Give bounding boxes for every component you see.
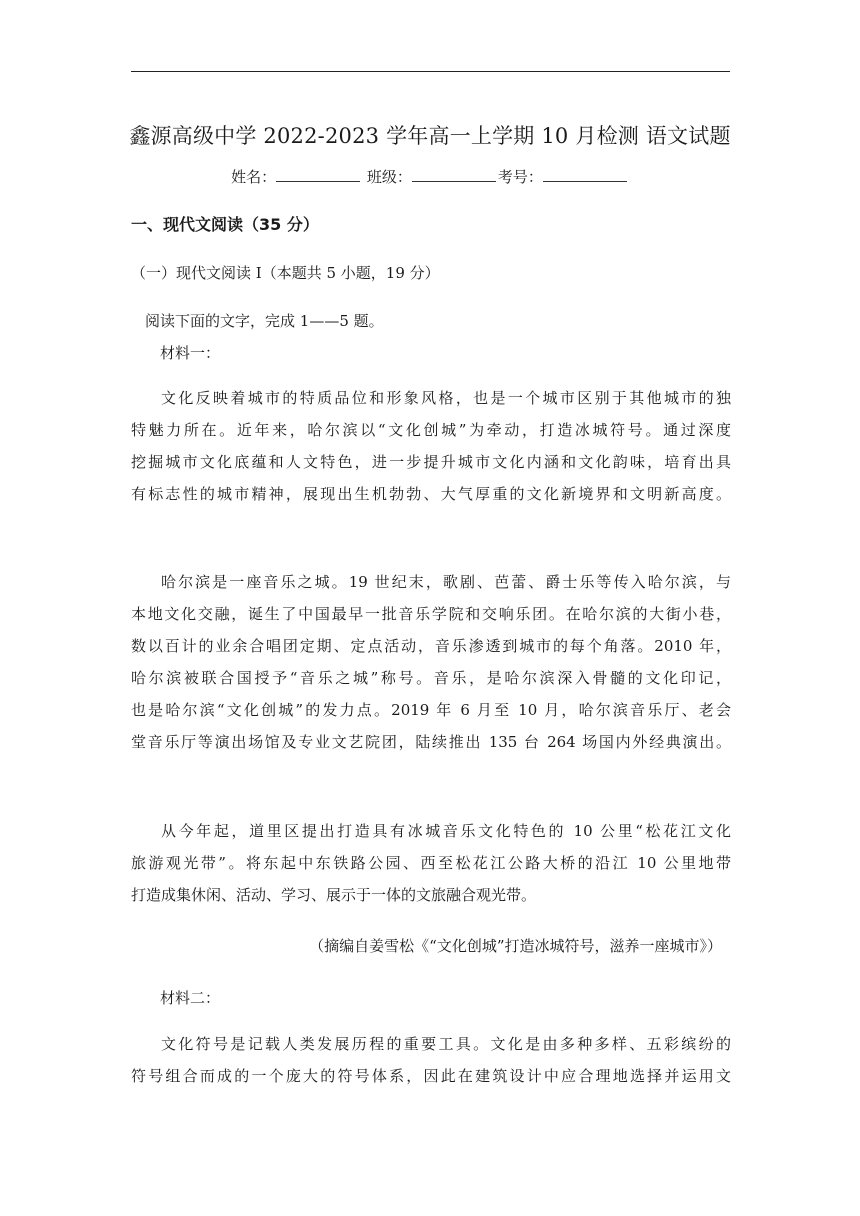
material-one-label: 材料一： [160,344,221,362]
material-one-paragraph [131,566,731,758]
text-line: 堂音乐厅等演出场馆及专业文艺院团，陆续推出 135 台 264 场国内外经典演出。 [131,733,731,751]
student-info-line [0,166,860,187]
section-subheading: （一）现代文阅读 I（本题共 5 小题，19 分） [131,264,440,282]
text-line: 也是哈尔滨“文化创城”的发力点。2019 年 6 月至 10 月，哈尔滨音乐厅、老会 [131,701,731,719]
exam-no-label: 考号： [497,168,543,186]
text-line: 从今年起，道里区提出打造具有冰城音乐文化特色的 10 公里“松花江文化 [161,822,731,840]
text-line: 旅游观光带”。将东起中东铁路公园、西至松花江公路大桥的沿江 10 公里地带 [131,854,731,872]
material-two-paragraph [131,1028,731,1092]
text-line: 打造成集休闲、活动、学习、展示于一体的文旅融合观光带。 [131,886,537,904]
name-label: 姓名： [231,168,277,186]
text-line: 数以百计的业余合唱团定期、定点活动，音乐渗透到城市的每个角落。2010 年， [131,637,731,655]
section-heading: 一、现代文阅读（35 分） [131,215,319,234]
header-rule [131,71,730,72]
text-line: 特魅力所在。近年来，哈尔滨以“文化创城”为牵动，打造冰城符号。通过深度 [131,421,731,439]
material-one-source: （摘编自姜雪松《“文化创城”打造冰城符号，滋养一座城市》） [309,937,722,955]
text-line: 文化符号是记载人类发展历程的重要工具。文化是由多种多样、五彩缤纷的 [161,1035,731,1053]
reading-instruction: 阅读下面的文字，完成 1——5 题。 [145,312,384,330]
class-field[interactable] [412,169,496,182]
text-line: 本地文化交融，诞生了中国最早一批音乐学院和交响乐团。在哈尔滨的大街小巷， [131,605,731,623]
material-one-paragraph [131,815,731,911]
text-line: 哈尔滨是一座音乐之城。19 世纪末，歌剧、芭蕾、爵士乐等传入哈尔滨，与 [161,573,731,591]
material-two-label: 材料二： [160,989,221,1007]
text-line: 文化反映着城市的特质品位和形象风格，也是一个城市区别于其他城市的独 [161,389,731,407]
name-field[interactable] [276,169,360,182]
text-line: 有标志性的城市精神，展现出生机勃勃、大气厚重的文化新境界和文明新高度。 [131,485,731,503]
text-line: 挖掘城市文化底蕴和人文特色，进一步提升城市文化内涵和文化韵味，培育出具 [131,453,731,471]
text-line: 哈尔滨被联合国授予“音乐之城”称号。音乐，是哈尔滨深入骨髓的文化印记， [131,669,731,687]
class-label: 班级： [366,168,412,186]
text-line: 符号组合而成的一个庞大的符号体系，因此在建筑设计中应合理地选择并运用文 [131,1067,731,1085]
exam-no-field[interactable] [543,169,627,182]
material-one-paragraph [131,382,731,510]
exam-title: 鑫源高级中学 2022-2023 学年高一上学期 10 月检测 语文试题 [129,124,731,148]
